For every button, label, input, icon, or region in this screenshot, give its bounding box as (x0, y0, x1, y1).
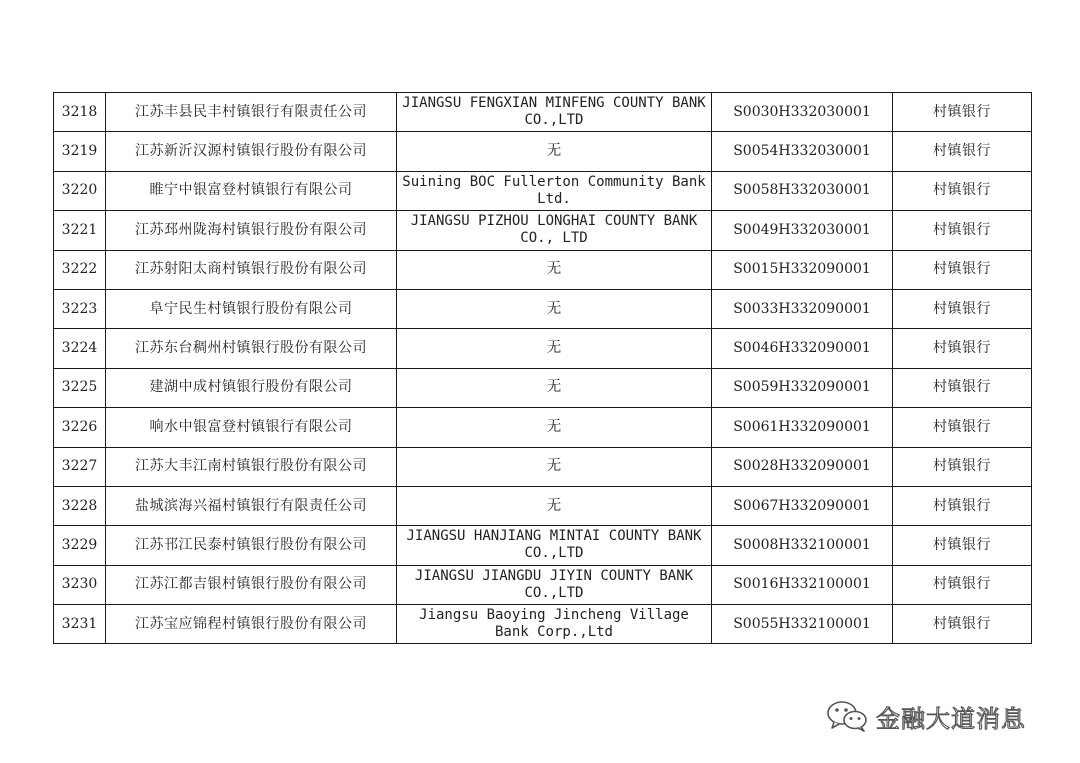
bank-name-cn: 盐城滨海兴福村镇银行有限责任公司 (106, 486, 397, 525)
bank-name-cn: 江苏邳州陇海村镇银行股份有限公司 (106, 211, 397, 250)
wechat-icon (826, 699, 870, 733)
license-code: S0067H332090001 (712, 486, 893, 525)
bank-name-cn: 阜宁民生村镇银行股份有限公司 (106, 289, 397, 328)
bank-list-table (53, 92, 1032, 644)
institution-type: 村镇银行 (893, 171, 1032, 210)
row-number: 3226 (54, 408, 106, 447)
license-code: S0059H332090001 (712, 368, 893, 407)
bank-name-cn: 建湖中成村镇银行股份有限公司 (106, 368, 397, 407)
bank-name-en: 无 (397, 289, 712, 328)
bank-name-en: 无 (397, 329, 712, 368)
table-body (54, 93, 1032, 644)
row-number: 3221 (54, 211, 106, 250)
bank-name-cn: 江苏射阳太商村镇银行股份有限公司 (106, 250, 397, 289)
bank-name-en: 无 (397, 250, 712, 289)
table-row (54, 250, 1032, 289)
bank-name-cn: 江苏邗江民泰村镇银行股份有限公司 (106, 526, 397, 565)
institution-type: 村镇银行 (893, 605, 1032, 644)
row-number: 3230 (54, 565, 106, 604)
institution-type: 村镇银行 (893, 289, 1032, 328)
row-number: 3228 (54, 486, 106, 525)
row-number: 3220 (54, 171, 106, 210)
document-page (53, 92, 1026, 644)
table-row (54, 368, 1032, 407)
license-code: S0030H332030001 (712, 93, 893, 132)
institution-type: 村镇银行 (893, 565, 1032, 604)
institution-type: 村镇银行 (893, 250, 1032, 289)
institution-type: 村镇银行 (893, 211, 1032, 250)
table-row (54, 486, 1032, 525)
table-row (54, 171, 1032, 210)
bank-name-cn: 睢宁中银富登村镇银行有限公司 (106, 171, 397, 210)
table-row (54, 408, 1032, 447)
table-row (54, 329, 1032, 368)
institution-type: 村镇银行 (893, 486, 1032, 525)
bank-name-en: JIANGSU HANJIANG MINTAI COUNTY BANK CO.,LTD (397, 526, 712, 565)
bank-name-en: 无 (397, 447, 712, 486)
bank-name-en: 无 (397, 408, 712, 447)
bank-name-en: Suining BOC Fullerton Community Bank Ltd. (397, 171, 712, 210)
license-code: S0049H332030001 (712, 211, 893, 250)
license-code: S0033H332090001 (712, 289, 893, 328)
institution-type: 村镇银行 (893, 368, 1032, 407)
row-number: 3223 (54, 289, 106, 328)
bank-name-en: JIANGSU JIANGDU JIYIN COUNTY BANK CO.,LTD (397, 565, 712, 604)
row-number: 3224 (54, 329, 106, 368)
table-row (54, 132, 1032, 171)
bank-name-en: Jiangsu Baoying Jincheng Village Bank Corp.,Ltd (397, 605, 712, 644)
bank-name-cn: 江苏丰县民丰村镇银行有限责任公司 (106, 93, 397, 132)
institution-type: 村镇银行 (893, 408, 1032, 447)
license-code: S0028H332090001 (712, 447, 893, 486)
table-row (54, 289, 1032, 328)
bank-name-cn: 江苏新沂汉源村镇银行股份有限公司 (106, 132, 397, 171)
table-row (54, 605, 1032, 644)
watermark-text: 金融大道消息 (876, 704, 1026, 733)
row-number: 3222 (54, 250, 106, 289)
license-code: S0054H332030001 (712, 132, 893, 171)
license-code: S0055H332100001 (712, 605, 893, 644)
license-code: S0046H332090001 (712, 329, 893, 368)
institution-type: 村镇银行 (893, 132, 1032, 171)
bank-name-en: JIANGSU PIZHOU LONGHAI COUNTY BANK CO., LTD (397, 211, 712, 250)
bank-name-cn: 响水中银富登村镇银行有限公司 (106, 408, 397, 447)
table-row (54, 565, 1032, 604)
license-code: S0058H332030001 (712, 171, 893, 210)
table-row (54, 526, 1032, 565)
table-row (54, 211, 1032, 250)
bank-name-cn: 江苏大丰江南村镇银行股份有限公司 (106, 447, 397, 486)
row-number: 3229 (54, 526, 106, 565)
institution-type: 村镇银行 (893, 526, 1032, 565)
table-row (54, 93, 1032, 132)
table-row (54, 447, 1032, 486)
bank-name-en: JIANGSU FENGXIAN MINFENG COUNTY BANK CO.,LTD (397, 93, 712, 132)
license-code: S0061H332090001 (712, 408, 893, 447)
institution-type: 村镇银行 (893, 447, 1032, 486)
watermark (826, 696, 1026, 736)
bank-name-cn: 江苏宝应锦程村镇银行股份有限公司 (106, 605, 397, 644)
institution-type: 村镇银行 (893, 329, 1032, 368)
row-number: 3225 (54, 368, 106, 407)
license-code: S0016H332100001 (712, 565, 893, 604)
row-number: 3231 (54, 605, 106, 644)
row-number: 3218 (54, 93, 106, 132)
row-number: 3227 (54, 447, 106, 486)
bank-name-en: 无 (397, 368, 712, 407)
bank-name-cn: 江苏东台稠州村镇银行股份有限公司 (106, 329, 397, 368)
bank-name-cn: 江苏江都吉银村镇银行股份有限公司 (106, 565, 397, 604)
row-number: 3219 (54, 132, 106, 171)
bank-name-en: 无 (397, 132, 712, 171)
bank-name-en: 无 (397, 486, 712, 525)
license-code: S0015H332090001 (712, 250, 893, 289)
license-code: S0008H332100001 (712, 526, 893, 565)
institution-type: 村镇银行 (893, 93, 1032, 132)
